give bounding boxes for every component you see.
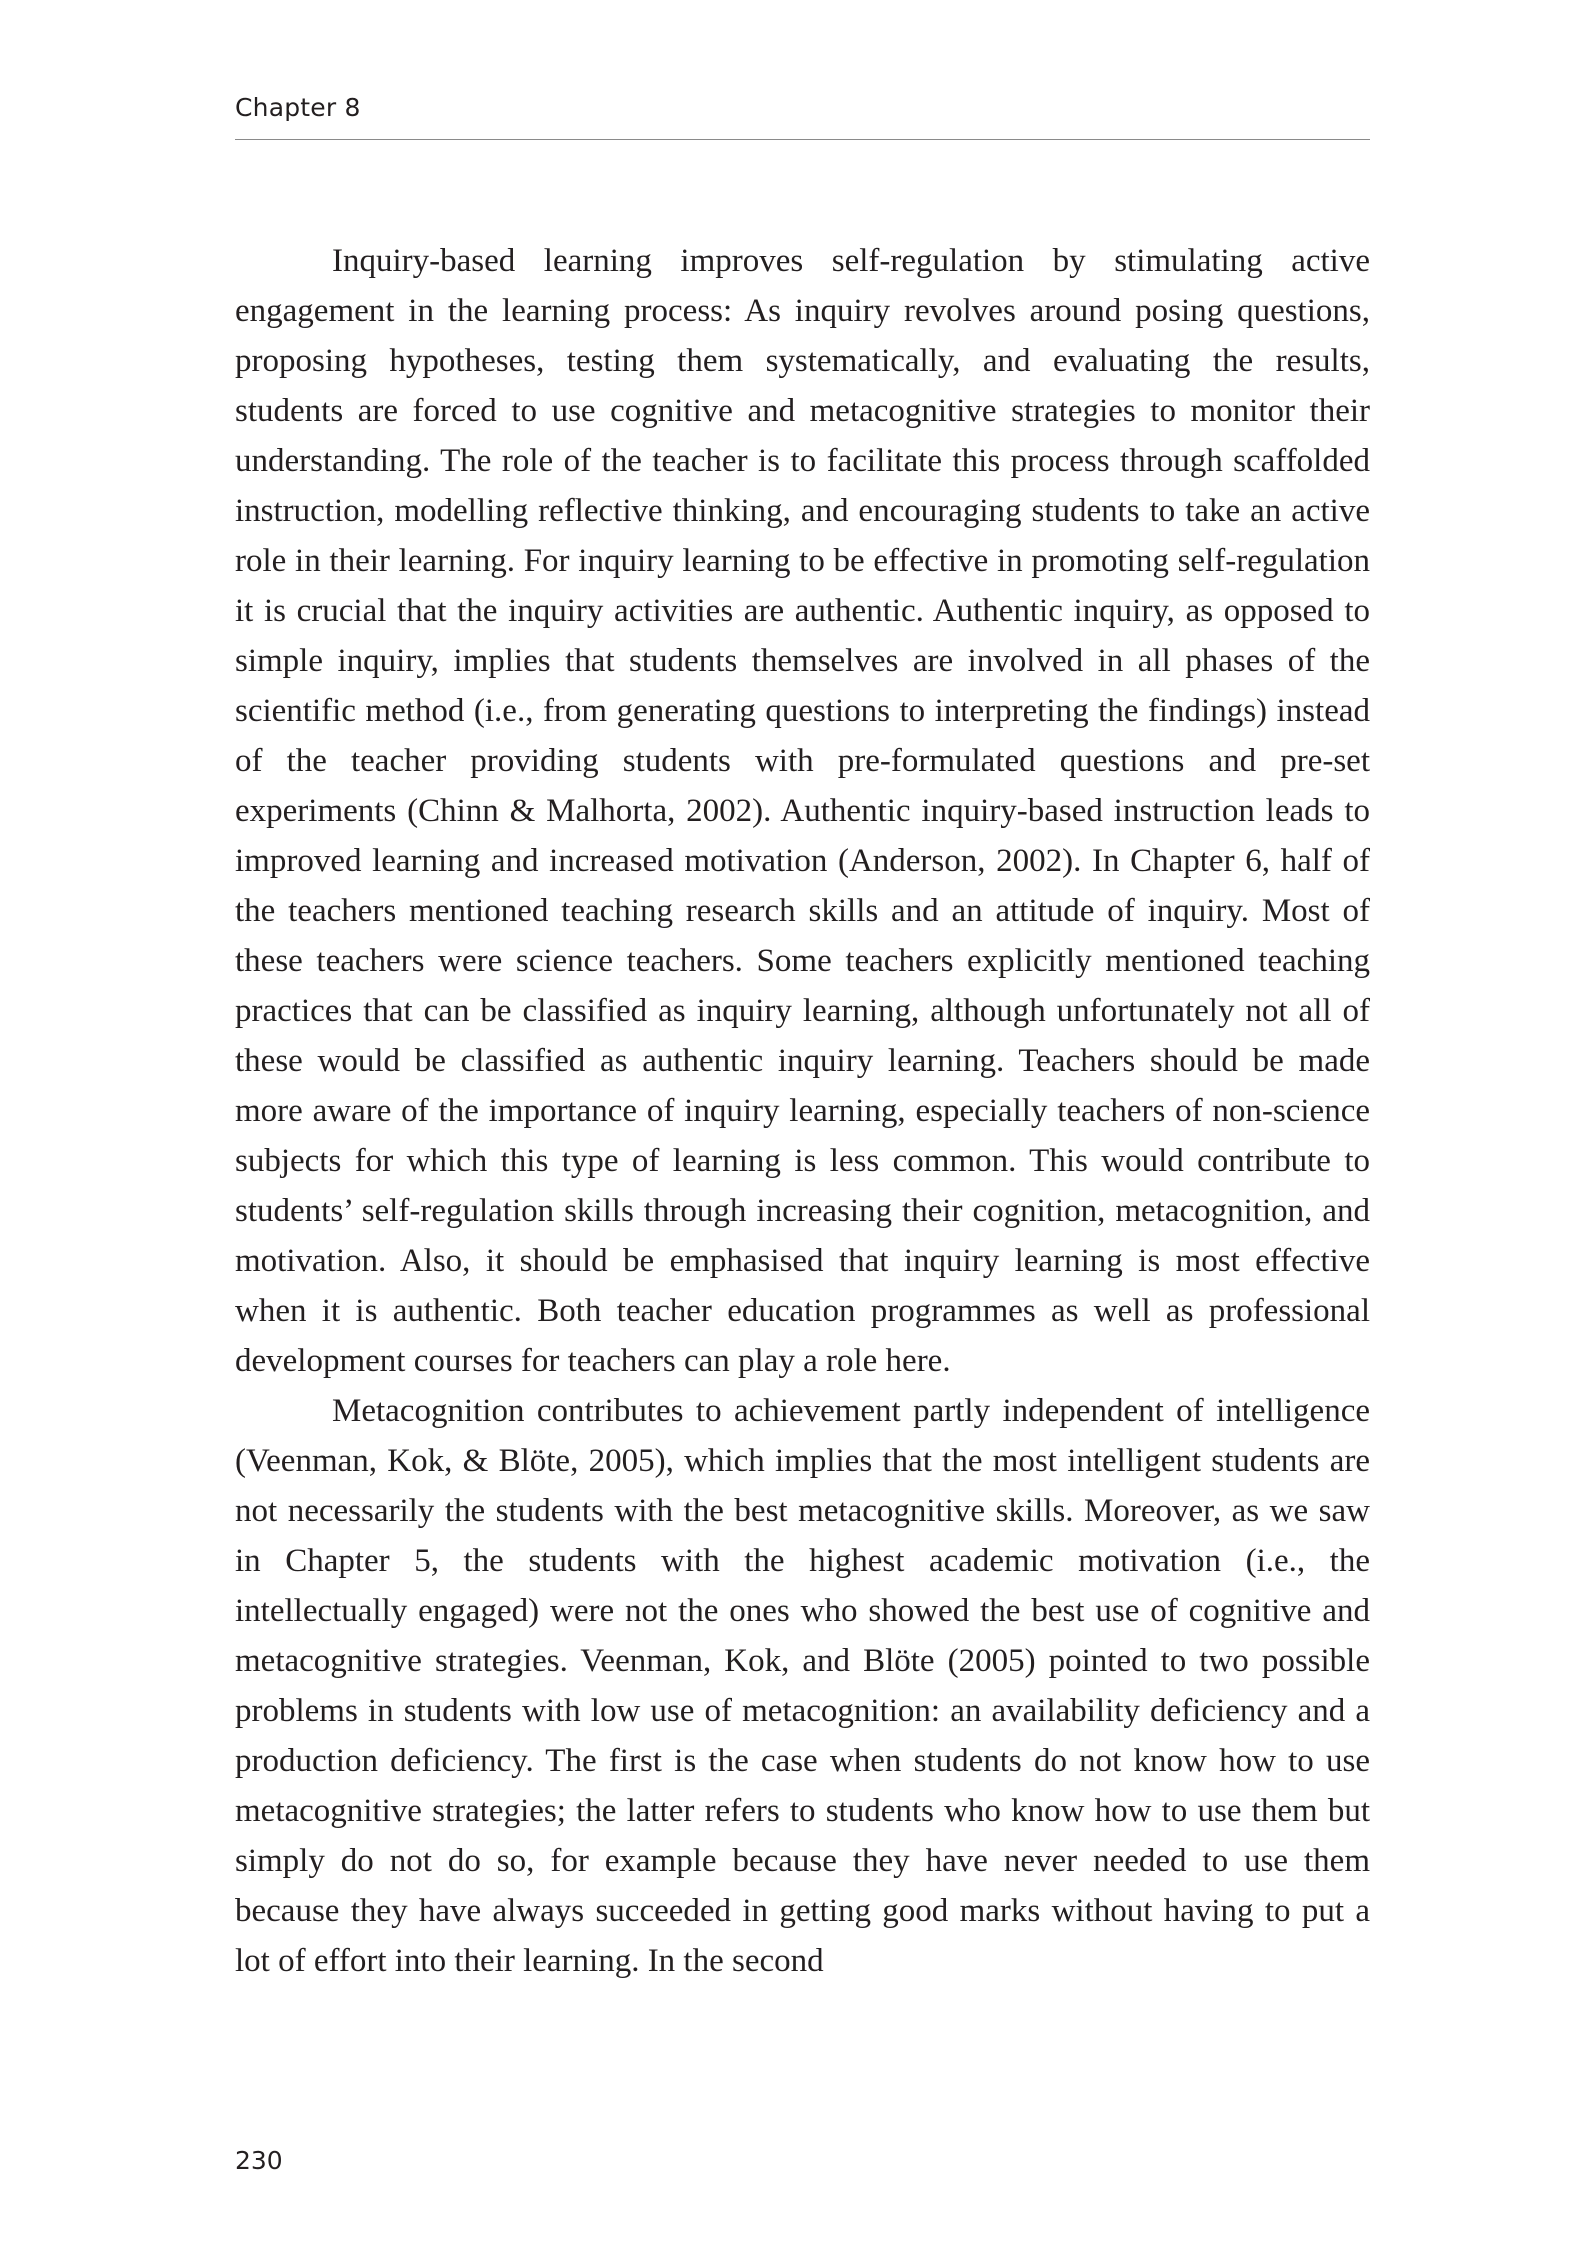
- body-text: [235, 236, 1370, 1986]
- paragraph-inquiry-learning: Inquiry-based learning improves self-regulation by stimulating active engagement in the learning process: As inquiry revolves around posing questions, proposing hypotheses, testing them systematically, and evaluating the results, students are forced to use cognitive and metacognitive strategies to monitor their understanding. The role of the teacher is to facilitate this process through scaffolded instruction, modelling reflective thinking, and encouraging students to take an active role in their learning. For inquiry learning to be effective in promoting self-regulation it is crucial that the inquiry activities are authentic. Authentic inquiry, as opposed to simple inquiry, implies that students themselves are involved in all phases of the scientific method (i.e., from generating questions to interpreting the findings) instead of the teacher providing students with pre-formulated questions and pre-set experiments (Chinn & Malhorta, 2002). Authentic inquiry-based instruction leads to improved learning and increased motivation (Anderson, 2002). In Chapter 6, half of the teachers mentioned teaching research skills and an attitude of inquiry. Most of these teachers were science teachers. Some teachers explicitly mentioned teaching practices that can be classified as inquiry learning, although unfortunately not all of these would be classified as authentic inquiry learning. Teachers should be made more aware of the importance of inquiry learning, especially teachers of non-science subjects for which this type of learning is less common. This would contribute to students’ self-regulation skills through increasing their cognition, metacognition, and motivation. Also, it should be emphasised that inquiry learning is most effective when it is authentic. Both teacher education programmes as well as professional development courses for teachers can play a role here.: [235, 243, 1370, 1379]
- running-head: Chapter 8: [235, 93, 361, 122]
- header-rule: [235, 139, 1370, 140]
- page-number: 230: [235, 2146, 283, 2175]
- paragraph-metacognition: Metacognition contributes to achievement partly independent of intelligence (Veenman, Kok, & Blöte, 2005), which implies that the most intelligent students are not necessarily the students with the best metacognitive skills. Moreover, as we saw in Chapter 5, the students with the highest academic motivation (i.e., the intellectually engaged) were not the ones who showed the best use of cognitive and metacognitive strategies. Veenman, Kok, and Blöte (2005) pointed to two possible problems in students with low use of metacognition: an availability deficiency and a production deficiency. The first is the case when students do not know how to use metacognitive strategies; the latter refers to students who know how to use them but simply do not do so, for example because they have never needed to use them because they have always succeeded in getting good marks without having to put a lot of effort into their learning. In the second: [235, 1393, 1370, 1979]
